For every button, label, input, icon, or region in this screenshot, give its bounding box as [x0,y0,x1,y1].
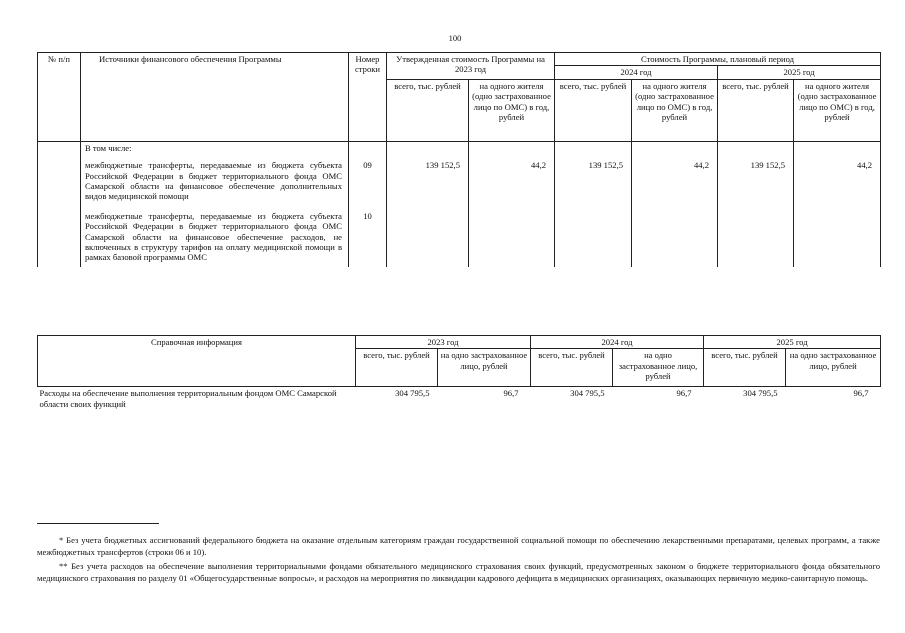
header-2023: 2023 год [356,336,531,349]
footnote-2: ** Без учета расходов на обеспечение выполнения территориальными фондами обязательного медицинского страхования своих функций, предусмотренных законом о бюджете территориального фонда обязательного медицинского страхования по разделу 01 «Общегосударственные вопросы», и расходов на мероприятия по ликвидации кадрового дефицита в медицинских организациях, оказывающих первичную медико-санитарную помощь. [37,561,880,583]
header-2024-total: всего, тыс. рублей [531,349,613,387]
table-row [38,141,881,154]
cell-2024-per-capita [632,203,718,267]
cell-no [38,203,81,267]
header-2024-per-capita: на одного жителя (одно застрахованное лицо по ОМС) в год, рублей [632,79,718,141]
cell-row: 09 [349,154,387,203]
cell-desc: межбюджетные трансферты, передаваемые из бюджета субъекта Российской Федерации в бюджет территориального фонда ОМС Самарской области на финансовое обеспечение дополнительных видов медицинской помощи [81,154,349,203]
header-2025-per-insured: на одно застрахованное лицо, рублей [786,349,881,387]
header-2025: 2025 год [704,336,881,349]
cell-2024-per-capita: 44,2 [632,154,718,203]
header-2024: 2024 год [555,66,718,79]
header-reference: Справочная информация [38,336,356,387]
table-row [38,387,881,410]
cell-2023-total: 304 795,5 [395,388,430,399]
footnote-1: * Без учета бюджетных ассигнований федерального бюджета на оказание отдельным категориям граждан государственной социальной помощи по обеспечению лекарственными препаратами, целевых программ, а также межбюджетных трансфертов (строки 06 и 10). [37,535,880,557]
header-2025: 2025 год [718,66,881,79]
cell-2023-total [387,203,469,267]
header-2025-total: всего, тыс. рублей [718,79,794,141]
cell-desc: межбюджетные трансферты, передаваемые из бюджета субъекта Российской Федерации в бюджет территориального фонда ОМС Самарской области на финансовое обеспечение расходов, не включенных в структуру тарифов на оплату медицинской помощи в рамках базовой программы ОМС [81,203,349,267]
cell-row: 10 [349,203,387,267]
header-sources: Источники финансового обеспечения Программы [81,53,349,142]
footnote-separator [37,523,159,524]
cell-2023-total: 139 152,5 [387,154,469,203]
cell-2023-per-insured: 96,7 [503,388,519,399]
header-plan-period: Стоимость Программы, плановый период [555,53,881,66]
header-2025-total: всего, тыс. рублей [704,349,786,387]
header-2023-per-insured: на одно застрахованное лицо, рублей [438,349,531,387]
cell-desc: Расходы на обеспечение выполнения территориальным фондом ОМС Самарской области своих функций [39,388,337,409]
cell-2024-total: 139 152,5 [555,154,632,203]
reference-info-table [37,335,881,410]
header-2023-per-capita: на одного жителя (одно застрахованное лицо по ОМС) в год, рублей [469,79,555,141]
header-2025-per-capita: на одного жителя (одно застрахованное лицо по ОМС) в год, рублей [794,79,881,141]
cell-2024-per-insured: 96,7 [676,388,692,399]
header-2023-total: всего, тыс. рублей [356,349,438,387]
cell-no [38,141,81,154]
cell-2025-total: 139 152,5 [718,154,794,203]
cell-no [38,154,81,203]
header-row-number: Номер строки [349,53,387,142]
cell-2025-total [718,141,794,154]
cell-2025-per-capita: 44,2 [794,154,881,203]
cell-2023-total [387,141,469,154]
header-2024: 2024 год [531,336,704,349]
cell-2023-per-capita [469,141,555,154]
cell-2025-total [718,203,794,267]
cell-2024-total [555,141,632,154]
cell-2024-total [555,203,632,267]
header-2024-per-insured: на одно застрахованное лицо, рублей [613,349,704,387]
table-row [38,203,881,267]
cell-2025-total: 304 795,5 [743,388,778,399]
table-row [38,154,881,203]
header-no: № п/п [38,53,81,142]
cell-row [349,141,387,154]
cell-2023-per-capita: 44,2 [469,154,555,203]
cell-2025-per-capita [794,141,881,154]
program-cost-table [37,52,881,267]
header-approved-2023: Утвержденная стоимость Программы на 2023 год [387,53,555,80]
cell-2025-per-capita [794,203,881,267]
cell-2025-per-insured: 96,7 [853,388,869,399]
cell-desc: В том числе: [81,141,349,154]
page-number: 100 [448,33,462,43]
cell-2024-total: 304 795,5 [570,388,605,399]
cell-2024-per-capita [632,141,718,154]
header-2024-total: всего, тыс. рублей [555,79,632,141]
cell-2023-per-capita [469,203,555,267]
header-2023-total: всего, тыс. рублей [387,79,469,141]
